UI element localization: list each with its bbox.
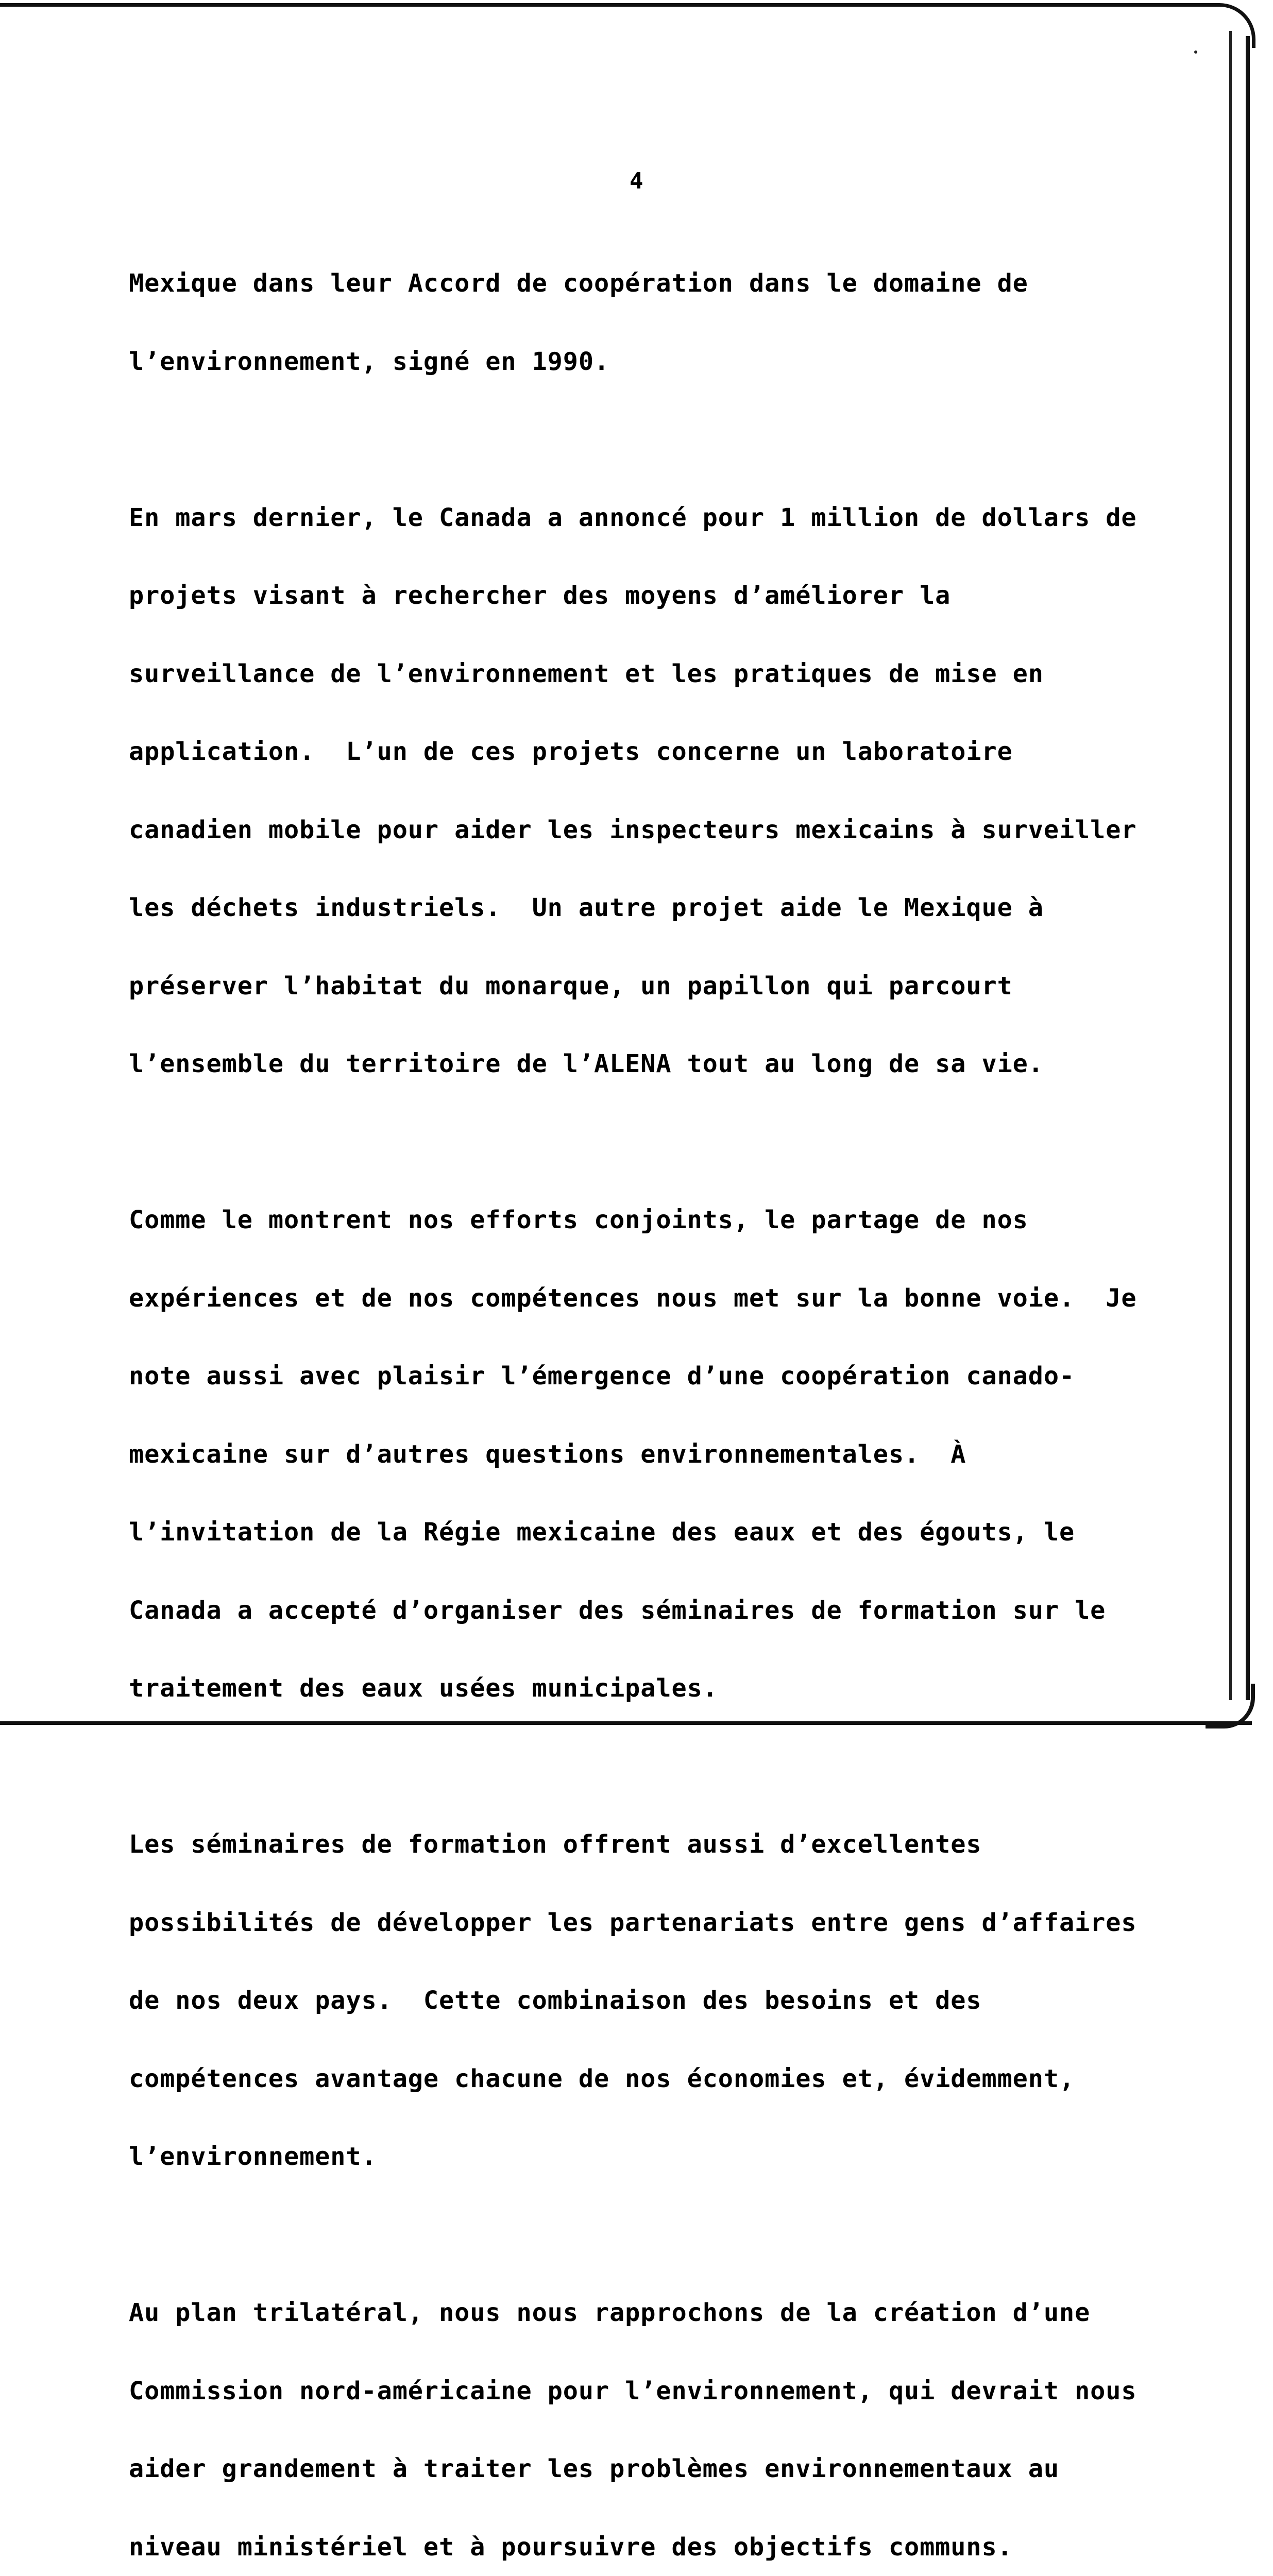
text-line: expériences et de nos compétences nous met sur la bonne voie. Je bbox=[129, 1283, 1137, 1313]
text-line: l’environnement, signé en 1990. bbox=[129, 347, 610, 376]
scan-speck bbox=[1194, 50, 1197, 54]
paragraph-1 bbox=[129, 218, 1211, 427]
paragraph-4 bbox=[129, 1780, 1211, 2222]
scan-border-right-outer bbox=[1246, 36, 1250, 1700]
text-line: Canada a accepté d’organiser des séminaires de formation sur le bbox=[129, 1596, 1106, 1625]
text-line: possibilités de développer les partenariats entre gens d’affaires bbox=[129, 1908, 1137, 1937]
paragraph-3 bbox=[129, 1155, 1211, 1754]
text-line: l’invitation de la Régie mexicaine des eaux et des égouts, le bbox=[129, 1518, 1075, 1547]
scan-border-corner-top-right bbox=[1185, 3, 1255, 48]
text-line: compétences avantage chacune de nos économies et, évidemment, bbox=[129, 2064, 1075, 2093]
text-line: les déchets industriels. Un autre projet aide le Mexique à bbox=[129, 893, 1044, 922]
text-line: niveau ministériel et à poursuivre des objectifs communs. bbox=[129, 2532, 1013, 2562]
text-line: l’environnement. bbox=[129, 2142, 377, 2171]
text-line: Mexique dans leur Accord de coopération dans le domaine de bbox=[129, 269, 1028, 298]
text-line: Au plan trilatéral, nous nous rapprochons de la création d’une bbox=[129, 2298, 1091, 2327]
text-line: traitement des eaux usées municipales. bbox=[129, 1674, 718, 1703]
text-line: mexicaine sur d’autres questions environnementales. À bbox=[129, 1439, 966, 1469]
page-number: 4 bbox=[630, 168, 643, 194]
text-line: Les séminaires de formation offrent aussi d’excellentes bbox=[129, 1830, 982, 1859]
text-line: note aussi avec plaisir l’émergence d’une coopération canado- bbox=[129, 1362, 1075, 1391]
text-line: de nos deux pays. Cette combinaison des besoins et des bbox=[129, 1986, 982, 2015]
text-line: application. L’un de ces projets concerne un laboratoire bbox=[129, 737, 1013, 766]
paragraph-5 bbox=[129, 2248, 1211, 2576]
text-line: Commission nord-américaine pour l’environnement, qui devrait nous bbox=[129, 2376, 1137, 2405]
text-line: En mars dernier, le Canada a annoncé pour 1 million de dollars de bbox=[129, 503, 1137, 532]
text-line: canadien mobile pour aider les inspecteurs mexicains à surveiller bbox=[129, 815, 1137, 844]
text-line: aider grandement à traiter les problèmes environnementaux au bbox=[129, 2454, 1059, 2483]
text-line: Comme le montrent nos efforts conjoints, le partage de nos bbox=[129, 1206, 1028, 1234]
scan-border-top bbox=[0, 3, 1211, 7]
text-line: surveillance de l’environnement et les pratiques de mise en bbox=[129, 659, 1044, 688]
text-line: préserver l’habitat du monarque, un papillon qui parcourt bbox=[129, 971, 1013, 1001]
text-line: l’ensemble du territoire de l’ALENA tout au long de sa vie. bbox=[129, 1049, 1044, 1078]
text-line: projets visant à rechercher des moyens d’améliorer la bbox=[129, 581, 951, 610]
paragraph-2 bbox=[129, 453, 1211, 1129]
scan-border-right-inner bbox=[1229, 31, 1232, 1700]
document-body bbox=[129, 218, 1211, 2576]
